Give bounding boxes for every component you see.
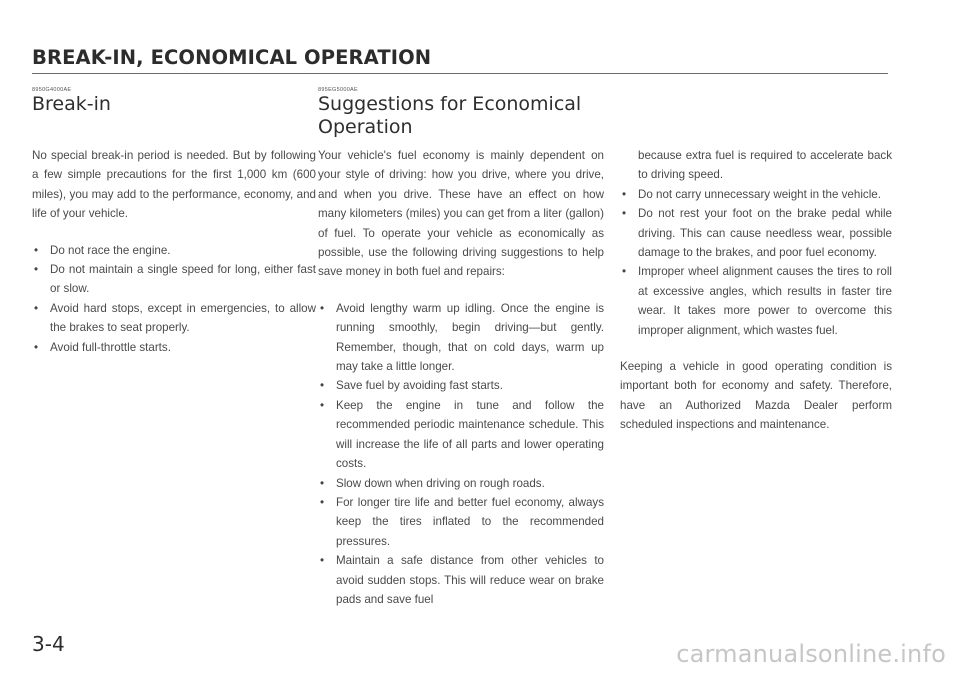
list-item: • Do not carry unnecessary weight in the vehicle.	[620, 185, 892, 204]
continuation-column	[620, 146, 892, 435]
break-in-column	[32, 146, 316, 357]
header-divider	[32, 73, 888, 74]
list-item: • Do not race the engine.	[32, 241, 316, 260]
page-number: 3-4	[32, 632, 65, 656]
watermark: carmanualsonline.info	[676, 640, 946, 668]
list-item: • Slow down when driving on rough roads.	[318, 474, 604, 493]
economical-list	[318, 299, 604, 610]
economical-intro: Your vehicle's fuel economy is mainly dependent on your style of driving: how you drive, where you drive, and when you drive. These have an effect on how many kilometers (miles) you can get from a liter (gallon) of fuel. To operate your vehicle as economically as possible, use the following driving suggestions to help save money in both fuel and repairs:	[318, 149, 604, 279]
page-header	[32, 46, 888, 74]
economical-column	[318, 146, 604, 609]
list-item: • Do not maintain a single speed for long, either fast or slow.	[32, 260, 316, 299]
section-title-line: Operation	[318, 116, 413, 138]
list-item: • For longer tire life and better fuel economy, always keep the tires inflated to the recommended pressures.	[318, 493, 604, 551]
list-item: • Do not rest your foot on the brake pedal while driving. This can cause needless wear, possible damage to the brakes, and poor fuel economy.	[620, 204, 892, 262]
section-title-economical	[318, 93, 581, 139]
list-item: • Improper wheel alignment causes the tires to roll at excessive angles, which results in faster tire wear. It takes more power to overcome this improper alignment, which wastes fuel.	[620, 262, 892, 340]
closing-paragraph: Keeping a vehicle in good operating condition is important both for economy and safety. Therefore, have an Authorized Mazda Dealer perform scheduled inspections and maintenance.	[620, 360, 892, 432]
section-title-break-in: Break-in	[32, 93, 111, 115]
list-item: • Avoid lengthy warm up idling. Once the engine is running smoothly, begin driving—but gently. Remember, though, that on cold days, warm up may take a little longer.	[318, 299, 604, 377]
page-title: BREAK-IN, ECONOMICAL OPERATION	[32, 46, 432, 69]
continuation-text: because extra fuel is required to accelerate back to driving speed.	[638, 149, 892, 182]
list-item: • Avoid full-throttle starts.	[32, 338, 316, 357]
break-in-list	[32, 241, 316, 357]
break-in-intro: No special break-in period is needed. But by following a few simple precautions for the first 1,000 km (600 miles), you may add to the performance, economy, and life of your vehicle.	[32, 149, 316, 221]
list-item: • Maintain a safe distance from other vehicles to avoid sudden stops. This will reduce wear on brake pads and save fuel	[318, 551, 604, 609]
list-item: • Save fuel by avoiding fast starts.	[318, 376, 604, 395]
section-code-economical: 895EG5000AE	[318, 87, 358, 93]
list-item: • Avoid hard stops, except in emergencies, to allow the brakes to seat properly.	[32, 299, 316, 338]
continuation-list	[620, 185, 892, 340]
section-code-break-in: 8950G4000AE	[32, 87, 72, 93]
section-title-line: Suggestions for Economical	[318, 93, 582, 115]
list-item: • Keep the engine in tune and follow the recommended periodic maintenance schedule. This will increase the life of all parts and lower operating costs.	[318, 396, 604, 474]
